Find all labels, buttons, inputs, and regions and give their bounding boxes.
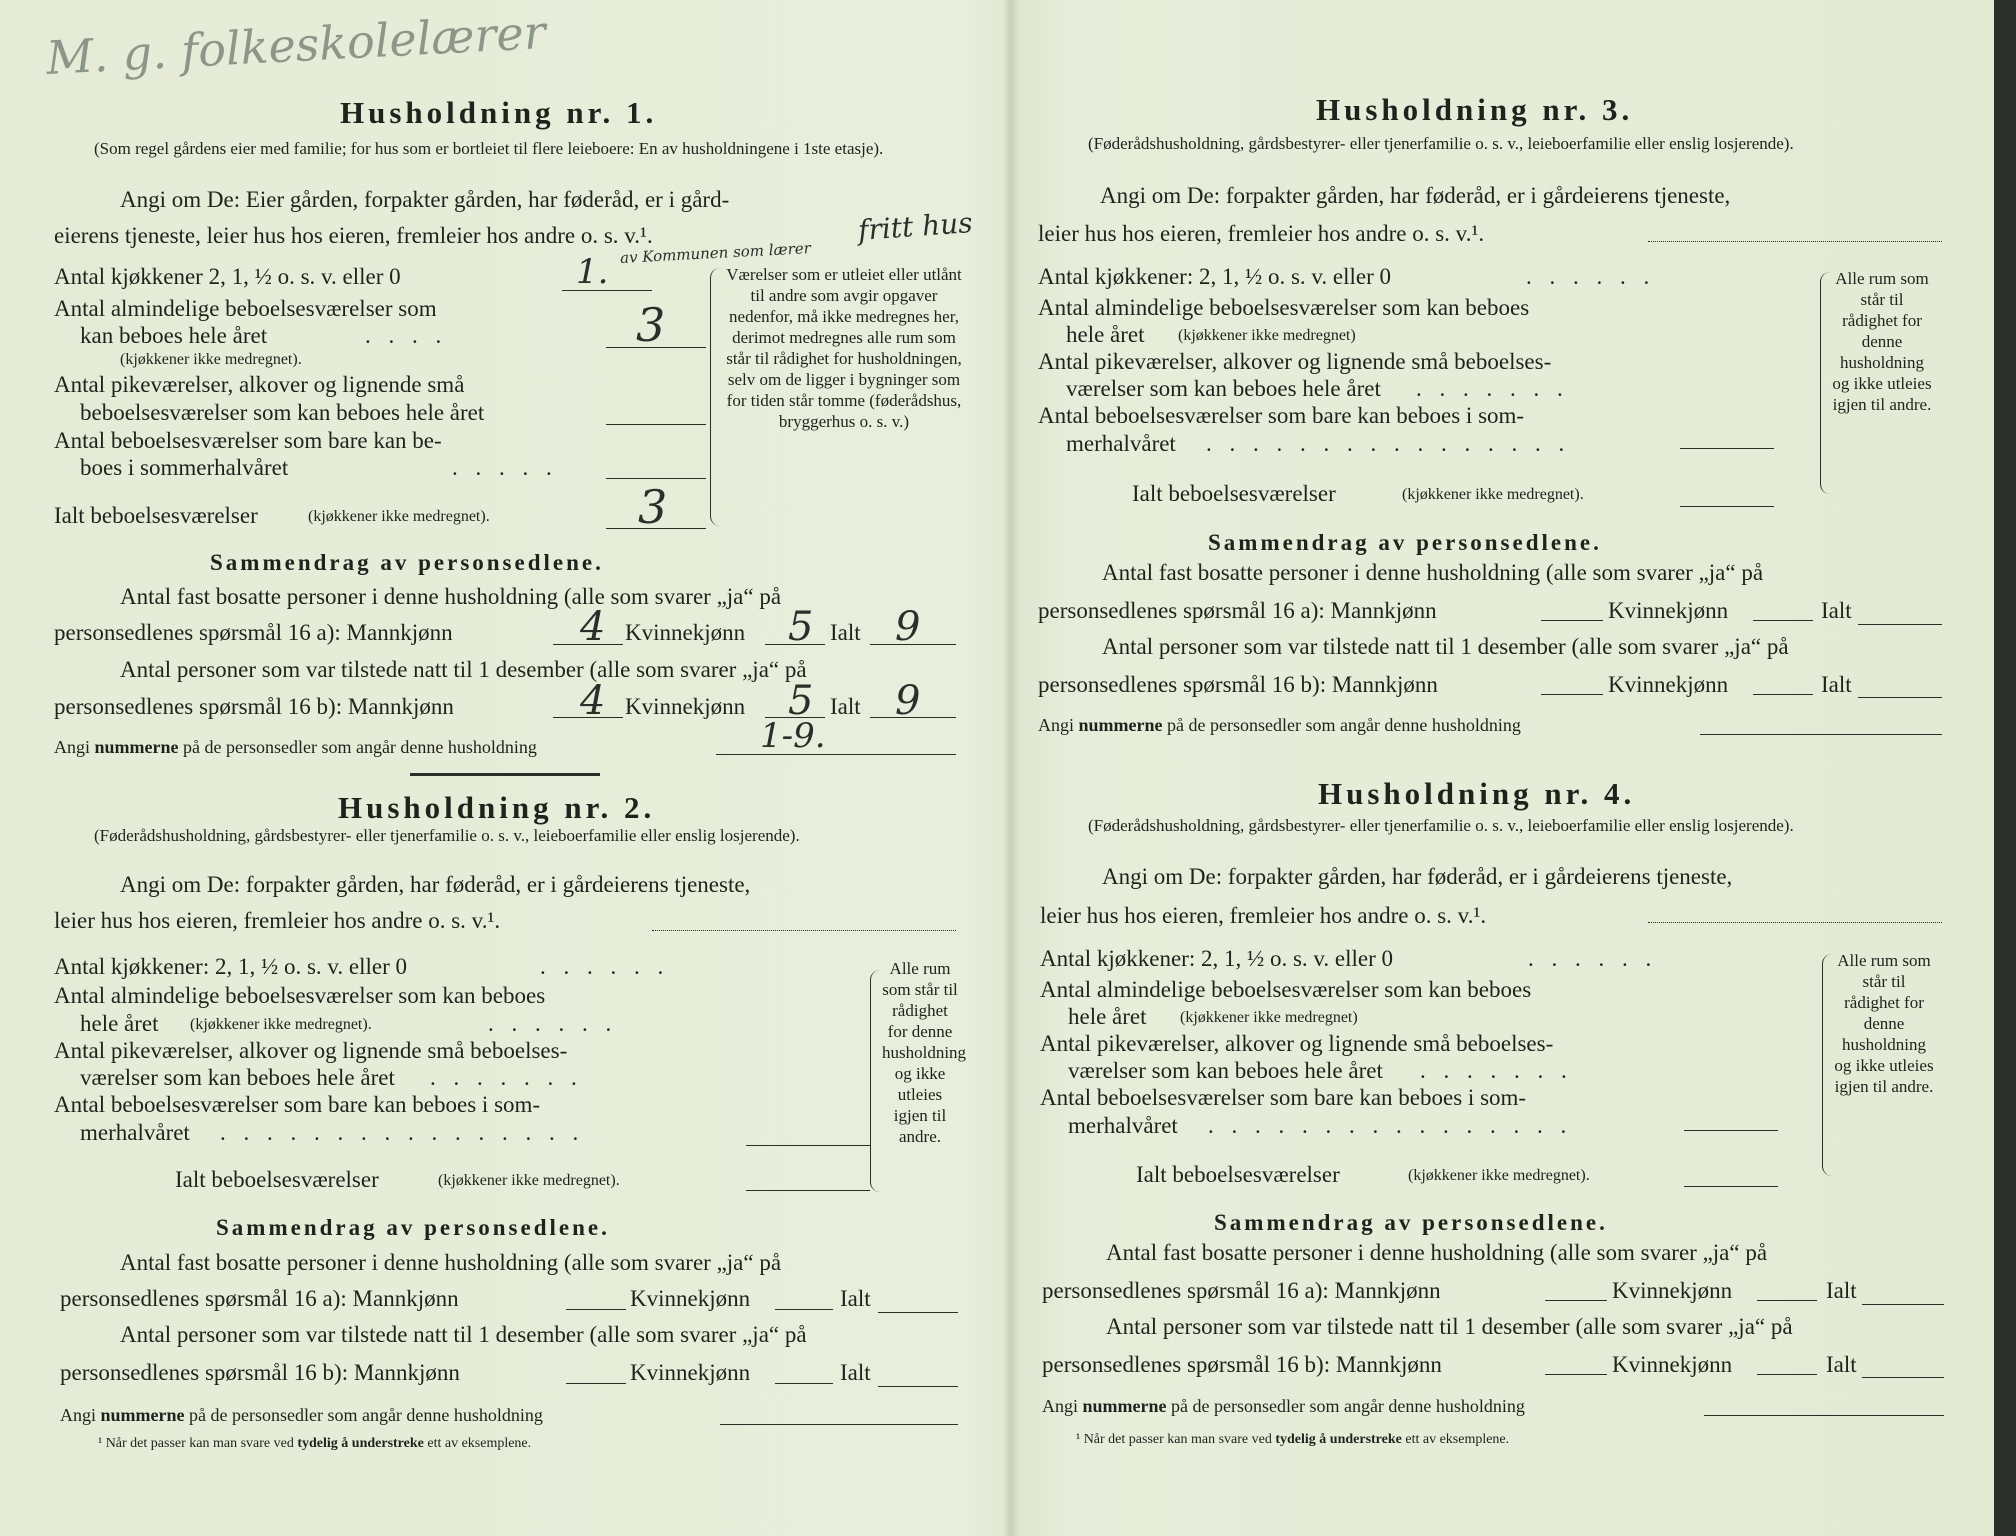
- h1-alm-rule: [606, 347, 706, 348]
- h1-brace-note: Værelser som er utleiet eller utlånt til andre som avgir opgaver nedenfor, må ikke medregnes her, derimot medregnes alle rum som står til rådighet for husholdningen, selv om de ligger i bygninger som for tiden står tomme (føderådshus, bryggerhus o. s. v.): [726, 265, 962, 431]
- h4-brace: [1822, 954, 1833, 1176]
- h2-fast-line2: personsedlenes spørsmål 16 a): Mannkjønn: [60, 1286, 459, 1311]
- h4-kjokken-label: Antal kjøkkener: 2, 1, ½ o. s. v. eller 0: [1040, 946, 1394, 971]
- h3-title: Husholdning nr. 3.: [1316, 92, 1634, 127]
- h2-sommer-dots: . . . . . . . . . . . . . . . .: [220, 1120, 585, 1145]
- h1-pike-rule: [606, 424, 706, 425]
- right-page: [1036, 0, 1946, 1536]
- h1-kjokken-label: Antal kjøkkener 2, 1, ½ o. s. v. eller 0: [54, 264, 401, 289]
- h1-fast-line1: Antal fast bosatte personer i denne husholdning (alle som svarer „ja“ på: [120, 584, 782, 609]
- h2-fast-ialt-label: Ialt: [840, 1286, 871, 1311]
- h3-til-i-rule: [1858, 697, 1942, 698]
- h3-fast-k-rule: [1753, 620, 1813, 621]
- left-footnote-a: ¹ Når det passer kan man svare ved: [98, 1436, 298, 1451]
- h3-kjokken-label: Antal kjøkkener: 2, 1, ½ o. s. v. eller 0: [1038, 264, 1392, 289]
- h2-ialt-sub: (kjøkkener ikke medregnet).: [438, 1172, 620, 1189]
- page-spine: [1003, 0, 1019, 1536]
- h4-til-kvinne-label: Kvinnekjønn: [1612, 1352, 1733, 1377]
- h2-nummer-rule: [720, 1424, 958, 1425]
- h3-til-k-rule: [1753, 694, 1813, 695]
- h1-fast-line2: personsedlenes spørsmål 16 a): Mannkjønn: [54, 620, 453, 645]
- h2-fast-i-rule: [878, 1312, 958, 1313]
- h4-kjokken-dots: . . . . . .: [1528, 946, 1658, 971]
- h1-fast-m: 4: [580, 604, 606, 650]
- left-page: [40, 0, 974, 1536]
- h1-pike-label1: Antal pikeværelser, alkover og lignende små: [54, 372, 465, 397]
- h3-pike-label2: værelser som kan beboes hele året: [1066, 376, 1381, 401]
- h4-fast-m-rule: [1545, 1300, 1607, 1301]
- h4-til-m-rule: [1545, 1374, 1607, 1375]
- h3-til-m-rule: [1541, 694, 1603, 695]
- scan-edge: [1994, 0, 2016, 1536]
- h2-alm-sub: (kjøkkener ikke medregnet).: [190, 1016, 372, 1033]
- h3-brace-note: Alle rum som står til rådighet for denne husholdning og ikke utleies igjen til andre.: [1832, 269, 1932, 414]
- h1-ialt-sub: (kjøkkener ikke medregnet).: [308, 508, 490, 525]
- h1-nummer-rule: [716, 754, 956, 755]
- h4-nummer-c: på de personsedler som angår denne husholdning: [1166, 1396, 1525, 1416]
- h3-fast-line2: personsedlenes spørsmål 16 a): Mannkjønn: [1038, 598, 1437, 623]
- h4-alm-sub: (kjøkkener ikke medregnet): [1180, 1009, 1358, 1026]
- h3-fast-i-rule: [1858, 624, 1942, 625]
- h3-kjokken-dots: . . . . . .: [1526, 264, 1656, 289]
- h1-fast-i-rule: [870, 644, 956, 645]
- h2-note: (Føderådshusholdning, gårdsbestyrer- eller tjenerfamilie o. s. v., leieboerfamilie eller enslig losjerende).: [94, 826, 800, 845]
- h1-til-k: 5: [788, 678, 814, 724]
- h4-pike-label2: værelser som kan beboes hele året: [1068, 1058, 1383, 1083]
- h3-ialt-sub: (kjøkkener ikke medregnet).: [1402, 486, 1584, 503]
- h2-brace: [870, 970, 881, 1192]
- right-footnote-b: tydelig å understreke: [1275, 1432, 1402, 1447]
- h4-alm-label1: Antal almindelige beboelsesværelser som kan beboes: [1040, 977, 1532, 1002]
- h2-angi-line1: Angi om De: forpakter gården, har føderåd, er i gårdeierens tjeneste,: [120, 872, 751, 897]
- h3-alm-sub: (kjøkkener ikke medregnet): [1178, 327, 1356, 344]
- h3-angi-rule: [1648, 241, 1942, 242]
- h2-til-i-rule: [878, 1386, 958, 1387]
- h2-til-line1: Antal personer som var tilstede natt til 1 desember (alle som svarer „ja“ på: [120, 1322, 807, 1347]
- right-footnote-a: ¹ Når det passer kan man svare ved: [1076, 1432, 1276, 1447]
- h1-note: (Som regel gårdens eier med familie; for hus som er bortleiet til flere leieboere: En av husholdningene i 1ste etasje).: [94, 139, 884, 158]
- h3-pike-label1: Antal pikeværelser, alkover og lignende små beboelses-: [1038, 349, 1552, 374]
- h1-fast-i: 9: [895, 604, 921, 650]
- h1-til-line1: Antal personer som var tilstede natt til 1 desember (alle som svarer „ja“ på: [120, 657, 807, 682]
- h1-ialt-label: Ialt beboelsesværelser: [54, 503, 258, 528]
- h2-til-ialt-label: Ialt: [840, 1360, 871, 1385]
- h4-fast-ialt-label: Ialt: [1826, 1278, 1857, 1303]
- h4-note: (Føderådshusholdning, gårdsbestyrer- eller tjenerfamilie o. s. v., leieboerfamilie eller enslig losjerende).: [1088, 816, 1794, 835]
- h1-fast-k-rule: [765, 644, 825, 645]
- h2-sommer-label1: Antal beboelsesværelser som bare kan beboes i som-: [54, 1092, 541, 1117]
- h4-angi-line2: leier hus hos eieren, fremleier hos andre o. s. v.¹.: [1040, 903, 1487, 928]
- h4-pike-dots: . . . . . . .: [1420, 1058, 1573, 1083]
- h3-brace: [1820, 272, 1831, 494]
- h4-ialt-label: Ialt beboelsesværelser: [1136, 1162, 1340, 1187]
- h4-nummer-b: nummerne: [1082, 1396, 1167, 1416]
- h4-fast-line2: personsedlenes spørsmål 16 a): Mannkjønn: [1042, 1278, 1441, 1303]
- h3-nummer-label: [1038, 715, 1521, 736]
- h3-nummer-c: på de personsedler som angår denne husholdning: [1162, 715, 1521, 735]
- right-footnote-c: ett av eksemplene.: [1401, 1432, 1510, 1447]
- h2-ialt-label: Ialt beboelsesværelser: [175, 1167, 379, 1192]
- h4-nummer-a: Angi: [1042, 1396, 1083, 1416]
- h4-ialt-sub: (kjøkkener ikke medregnet).: [1408, 1167, 1590, 1184]
- h2-fast-line1: Antal fast bosatte personer i denne husholdning (alle som svarer „ja“ på: [120, 1250, 782, 1275]
- h2-pike-label1: Antal pikeværelser, alkover og lignende små beboelses-: [54, 1038, 568, 1063]
- h3-nummer-b: nummerne: [1078, 715, 1163, 735]
- h1-til-m: 4: [580, 678, 606, 724]
- handwritten-header: M. g. folkeskolelærer: [44, 4, 547, 86]
- section-divider-1: [410, 773, 600, 776]
- left-footnote: [98, 1436, 531, 1452]
- h1-nummer-label: [54, 737, 537, 758]
- h3-nummer-rule: [1700, 734, 1942, 735]
- h1-sommer-dots: . . . . .: [452, 455, 558, 480]
- h3-sommer-label1: Antal beboelsesværelser som bare kan beboes i som-: [1038, 403, 1525, 428]
- h2-til-m-rule: [566, 1383, 626, 1384]
- h3-alm-label2: hele året: [1066, 322, 1145, 347]
- h2-kjokken-dots: . . . . . .: [540, 954, 670, 979]
- h2-nummer-label: [60, 1405, 543, 1426]
- h3-ialt-label: Ialt beboelsesværelser: [1132, 481, 1336, 506]
- h2-ialt-rule: [746, 1190, 870, 1191]
- h1-angi-line2: eierens tjeneste, leier hus hos eieren, fremleier hos andre o. s. v.¹.: [54, 223, 653, 248]
- h2-fast-m-rule: [566, 1309, 626, 1310]
- h2-angi-line2: leier hus hos eieren, fremleier hos andre o. s. v.¹.: [54, 908, 501, 933]
- h1-alm-value: 3: [636, 298, 666, 352]
- h2-angi-rule: [652, 930, 956, 931]
- h1-pike-label2: beboelsesværelser som kan beboes hele året: [80, 400, 485, 425]
- h1-alm-label2: kan beboes hele året: [80, 323, 268, 348]
- h1-title: Husholdning nr. 1.: [340, 95, 658, 130]
- h2-sommer-label2: merhalvåret: [80, 1120, 190, 1145]
- h1-alm-label1: Antal almindelige beboelsesværelser som: [54, 296, 437, 321]
- h3-angi-line1: Angi om De: forpakter gården, har føderåd, er i gårdeierens tjeneste,: [1100, 183, 1731, 208]
- h1-kjokken-value: 1.: [576, 252, 609, 292]
- h4-til-i-rule: [1862, 1377, 1944, 1378]
- h4-fast-kvinne-label: Kvinnekjønn: [1612, 1278, 1733, 1303]
- h2-alm-dots: . . . . . .: [488, 1011, 618, 1036]
- h1-sommer-label1: Antal beboelsesværelser som bare kan be-: [54, 428, 442, 453]
- h2-nummer-a: Angi: [60, 1405, 101, 1425]
- h4-til-ialt-label: Ialt: [1826, 1352, 1857, 1377]
- h4-sommer-label2: merhalvåret: [1068, 1113, 1178, 1138]
- h1-ialt-rule: [606, 528, 706, 529]
- h4-nummer-label: [1042, 1396, 1525, 1417]
- h4-fast-k-rule: [1757, 1300, 1817, 1301]
- left-footnote-c: ett av eksemplene.: [423, 1436, 532, 1451]
- h3-fast-line1: Antal fast bosatte personer i denne husholdning (alle som svarer „ja“ på: [1102, 560, 1764, 585]
- h3-fast-m-rule: [1541, 620, 1603, 621]
- h1-ialt-value: 3: [638, 480, 668, 534]
- h1-fast-kvinne-label: Kvinnekjønn: [625, 620, 746, 645]
- h3-sommer-label2: merhalvåret: [1066, 431, 1176, 456]
- h2-til-k-rule: [775, 1383, 833, 1384]
- h1-summary-title: Sammendrag av personsedlene.: [210, 550, 604, 575]
- h3-til-ialt-label: Ialt: [1821, 672, 1852, 697]
- h2-pike-dots: . . . . . . .: [430, 1065, 583, 1090]
- left-footnote-b: tydelig å understreke: [297, 1436, 424, 1451]
- h3-nummer-a: Angi: [1038, 715, 1079, 735]
- h1-nummer-a: Angi: [54, 737, 95, 757]
- h3-sommer-dots: . . . . . . . . . . . . . . . .: [1206, 431, 1571, 456]
- h1-angi-hand: fritt hus: [856, 206, 974, 247]
- h1-fast-m-rule: [553, 644, 623, 645]
- h1-alm-sub: (kjøkkener ikke medregnet).: [120, 351, 302, 368]
- h1-brace: [710, 268, 721, 526]
- h1-til-i: 9: [895, 678, 921, 724]
- h2-alm-label1: Antal almindelige beboelsesværelser som kan beboes: [54, 983, 546, 1008]
- h2-brace-note: Alle rum som står til rådighet for denne husholdning og ikke utleies igjen til andre.: [882, 959, 967, 1146]
- h2-alm-label2: hele året: [80, 1011, 159, 1036]
- h3-angi-line2: leier hus hos eieren, fremleier hos andre o. s. v.¹.: [1038, 221, 1485, 246]
- h2-sommer-rule: [746, 1145, 870, 1146]
- h4-til-line2: personsedlenes spørsmål 16 b): Mannkjønn: [1042, 1352, 1442, 1377]
- h2-kjokken-label: Antal kjøkkener: 2, 1, ½ o. s. v. eller 0: [54, 954, 408, 979]
- h4-fast-line1: Antal fast bosatte personer i denne husholdning (alle som svarer „ja“ på: [1106, 1240, 1768, 1265]
- h4-pike-label1: Antal pikeværelser, alkover og lignende små beboelses-: [1040, 1031, 1554, 1056]
- h4-sommer-rule: [1684, 1130, 1778, 1131]
- h3-summary-title: Sammendrag av personsedlene.: [1208, 530, 1602, 555]
- h1-til-ialt-label: Ialt: [830, 694, 861, 719]
- h2-fast-k-rule: [775, 1309, 833, 1310]
- h3-sommer-rule: [1680, 448, 1774, 449]
- h3-alm-label1: Antal almindelige beboelsesværelser som kan beboes: [1038, 295, 1530, 320]
- h1-til-line2: personsedlenes spørsmål 16 b): Mannkjønn: [54, 694, 454, 719]
- h2-til-kvinne-label: Kvinnekjønn: [630, 1360, 751, 1385]
- h1-sommer-label2: boes i sommerhalvåret: [80, 455, 289, 480]
- h1-til-m-rule: [553, 717, 623, 718]
- h4-nummer-rule: [1704, 1415, 1944, 1416]
- h2-nummer-b: nummerne: [100, 1405, 185, 1425]
- h3-til-kvinne-label: Kvinnekjønn: [1608, 672, 1729, 697]
- h2-pike-label2: værelser som kan beboes hele året: [80, 1065, 395, 1090]
- h3-fast-ialt-label: Ialt: [1821, 598, 1852, 623]
- h3-note: (Føderådshusholdning, gårdsbestyrer- eller tjenerfamilie o. s. v., leieboerfamilie eller enslig losjerende).: [1088, 134, 1794, 153]
- h2-nummer-c: på de personsedler som angår denne husholdning: [184, 1405, 543, 1425]
- h4-angi-line1: Angi om De: forpakter gården, har føderåd, er i gårdeierens tjeneste,: [1102, 864, 1733, 889]
- h1-til-i-rule: [870, 717, 956, 718]
- h4-angi-rule: [1648, 922, 1942, 923]
- h1-sommer-rule: [606, 478, 706, 479]
- h1-fast-ialt-label: Ialt: [830, 620, 861, 645]
- h3-pike-dots: . . . . . . .: [1416, 376, 1569, 401]
- h4-ialt-rule: [1684, 1186, 1778, 1187]
- h4-brace-note: Alle rum som står til rådighet for denne husholdning og ikke utleies igjen til andre.: [1834, 951, 1934, 1096]
- h2-title: Husholdning nr. 2.: [338, 790, 656, 825]
- right-footnote: [1076, 1432, 1509, 1448]
- h1-alm-dots: . . . .: [365, 323, 448, 348]
- h1-angi-line1: Angi om De: Eier gården, forpakter gården, har føderåd, er i gård-: [120, 187, 730, 212]
- h1-nummer-value: 1-9.: [760, 716, 826, 756]
- h1-kjokken-rule: [562, 290, 652, 291]
- h1-fast-k: 5: [788, 604, 814, 650]
- h4-fast-i-rule: [1862, 1304, 1944, 1305]
- h4-alm-label2: hele året: [1068, 1004, 1147, 1029]
- h2-summary-title: Sammendrag av personsedlene.: [216, 1215, 610, 1240]
- h1-nummer-b: nummerne: [94, 737, 179, 757]
- h3-ialt-rule: [1680, 506, 1774, 507]
- h4-title: Husholdning nr. 4.: [1318, 776, 1636, 811]
- h3-fast-kvinne-label: Kvinnekjønn: [1608, 598, 1729, 623]
- h1-til-kvinne-label: Kvinnekjønn: [625, 694, 746, 719]
- h2-fast-kvinne-label: Kvinnekjønn: [630, 1286, 751, 1311]
- h3-til-line1: Antal personer som var tilstede natt til 1 desember (alle som svarer „ja“ på: [1102, 634, 1789, 659]
- h4-summary-title: Sammendrag av personsedlene.: [1214, 1210, 1608, 1235]
- h4-sommer-dots: . . . . . . . . . . . . . . . .: [1208, 1113, 1573, 1138]
- h2-til-line2: personsedlenes spørsmål 16 b): Mannkjønn: [60, 1360, 460, 1385]
- h4-til-line1: Antal personer som var tilstede natt til 1 desember (alle som svarer „ja“ på: [1106, 1314, 1793, 1339]
- h1-angi-hand2: av Kommunen som lærer: [619, 239, 812, 267]
- h4-sommer-label1: Antal beboelsesværelser som bare kan beboes i som-: [1040, 1085, 1527, 1110]
- h1-nummer-c: på de personsedler som angår denne husholdning: [178, 737, 537, 757]
- h4-til-k-rule: [1757, 1374, 1817, 1375]
- h3-til-line2: personsedlenes spørsmål 16 b): Mannkjønn: [1038, 672, 1438, 697]
